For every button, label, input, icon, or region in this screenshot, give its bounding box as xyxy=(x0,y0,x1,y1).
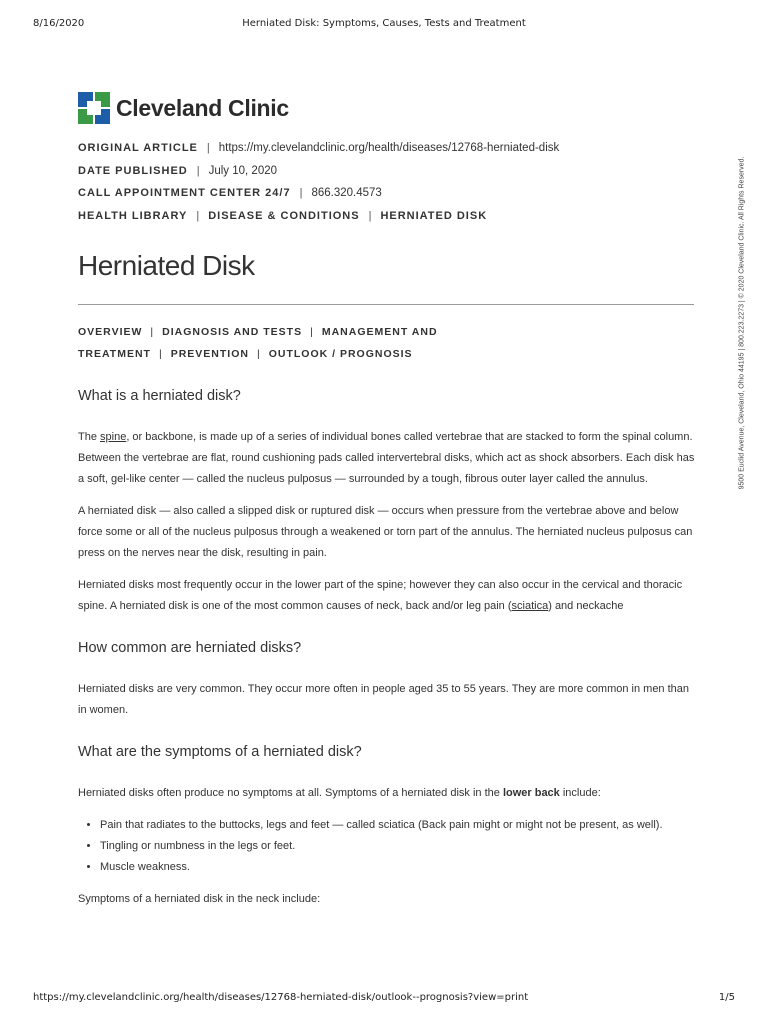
paragraph xyxy=(78,575,696,617)
section-heading: What are the symptoms of a herniated disk? xyxy=(78,744,362,760)
article-body xyxy=(78,382,696,910)
paragraph xyxy=(78,427,696,490)
cleveland-clinic-logo[interactable] xyxy=(78,90,289,126)
article-meta xyxy=(78,137,698,227)
tab-outlook-prognosis[interactable]: OUTLOOK / PROGNOSIS xyxy=(268,348,413,360)
paragraph-text: ) and neckache xyxy=(548,600,624,612)
paragraph-text: The xyxy=(78,431,101,443)
breadcrumb-separator: | xyxy=(368,209,372,222)
paragraph xyxy=(78,783,696,804)
breadcrumb-herniated-disk[interactable]: HERNIATED DISK xyxy=(380,209,488,222)
breadcrumb xyxy=(78,205,698,228)
call-center-row xyxy=(78,182,698,205)
list-item: • Muscle weakness. xyxy=(100,857,696,878)
breadcrumb-health-library[interactable]: HEALTH LIBRARY xyxy=(78,209,188,222)
tab-separator: | xyxy=(158,348,163,360)
title-divider xyxy=(78,304,694,305)
original-article-row xyxy=(78,137,698,160)
section-heading: What is a herniated disk? xyxy=(78,388,241,404)
print-date: 8/16/2020 xyxy=(33,18,85,29)
print-title: Herniated Disk: Symptoms, Causes, Tests and Treatment xyxy=(242,18,526,29)
paragraph-text: , or backbone, is made up of a series of individual bones called vertebrae that are stacked to form the spinal column. Between the vertebrae are flat, round cushioning pads called intervertebral disks, which act as shock absorbers. Each disk has a soft, gel-like center — called the nucleus pulposus — surrounded by a tough, fibrous outer layer called the annulus. xyxy=(78,431,695,485)
address-text: 9500 Euclid Avenue, Cleveland, Ohio 44195 | 800.223.2273 | © 2020 Cleveland Clinic. All Rights Reserved. xyxy=(738,156,746,489)
original-article-label: ORIGINAL ARTICLE xyxy=(78,142,198,154)
paragraph-text: include: xyxy=(559,787,601,799)
sciatica-link[interactable]: sciatica xyxy=(511,600,549,612)
list-item: • Tingling or numbness in the legs or feet. xyxy=(100,836,696,857)
date-published-row xyxy=(78,160,698,183)
meta-separator: | xyxy=(206,142,210,154)
symptom-list xyxy=(78,815,696,878)
phone-number[interactable]: 866.320.4573 xyxy=(311,187,382,199)
date-published-label: DATE PUBLISHED xyxy=(78,164,188,177)
meta-separator: | xyxy=(196,164,200,177)
print-footer xyxy=(0,992,768,1006)
breadcrumb-separator: | xyxy=(196,209,200,222)
tab-separator: | xyxy=(150,326,155,338)
paragraph: Symptoms of a herniated disk in the neck include: xyxy=(78,893,321,905)
tab-prevention[interactable]: PREVENTION xyxy=(170,348,249,360)
tab-separator: | xyxy=(256,348,261,360)
tab-separator: | xyxy=(310,326,314,338)
page-number: 1/5 xyxy=(718,992,735,1003)
paragraph-text: Herniated disks most frequently occur in the lower part of the spine; however they can also occur in the cervical and thoracic spine. A herniated disk is one of the most common causes of neck, back and/or leg pain ( xyxy=(78,579,683,612)
meta-separator: | xyxy=(299,187,303,199)
bold-text: lower back xyxy=(502,787,560,799)
print-url: https://my.clevelandclinic.org/health/diseases/12768-herniated-disk/outlook--prognosis?view=print xyxy=(33,992,529,1003)
cleveland-clinic-cross-icon xyxy=(78,92,110,124)
brand-name: Cleveland Clinic xyxy=(116,94,289,121)
page-title: Herniated Disk xyxy=(78,250,255,281)
print-header xyxy=(0,18,768,32)
tab-management-and-treatment[interactable]: MANAGEMENT AND TREATMENT xyxy=(78,326,438,360)
call-center-label: CALL APPOINTMENT CENTER 24/7 xyxy=(78,187,291,199)
tab-diagnosis-and-tests[interactable]: DIAGNOSIS AND TESTS xyxy=(162,326,303,338)
breadcrumb-disease-conditions[interactable]: DISEASE & CONDITIONS xyxy=(208,209,360,222)
paragraph-text: Herniated disks often produce no symptoms at all. Symptoms of a herniated disk in the xyxy=(78,787,503,799)
original-article-url[interactable]: https://my.clevelandclinic.org/health/diseases/12768-herniated-disk xyxy=(218,142,560,154)
tab-overview[interactable]: OVERVIEW xyxy=(78,326,143,338)
list-item: • Pain that radiates to the buttocks, legs and feet — called sciatica (Back pain might or might not be present, as well). xyxy=(100,815,696,836)
date-published-value: July 10, 2020 xyxy=(208,164,278,177)
section-heading: How common are herniated disks? xyxy=(78,640,302,656)
spine-link[interactable]: spine xyxy=(100,431,127,443)
vertical-address-note xyxy=(736,130,748,515)
section-tabs xyxy=(78,321,678,365)
paragraph: A herniated disk — also called a slipped disk or ruptured disk — occurs when pressure from the vertebrae above and below force some or all of the nucleus pulposus through a weakened or torn part of the annulus. The herniated nucleus pulposus can press on the nerves near the disk, resulting in pain. xyxy=(78,505,693,559)
paragraph: Herniated disks are very common. They occur more often in people aged 35 to 55 years. They are more common in men than in women. xyxy=(78,683,690,716)
